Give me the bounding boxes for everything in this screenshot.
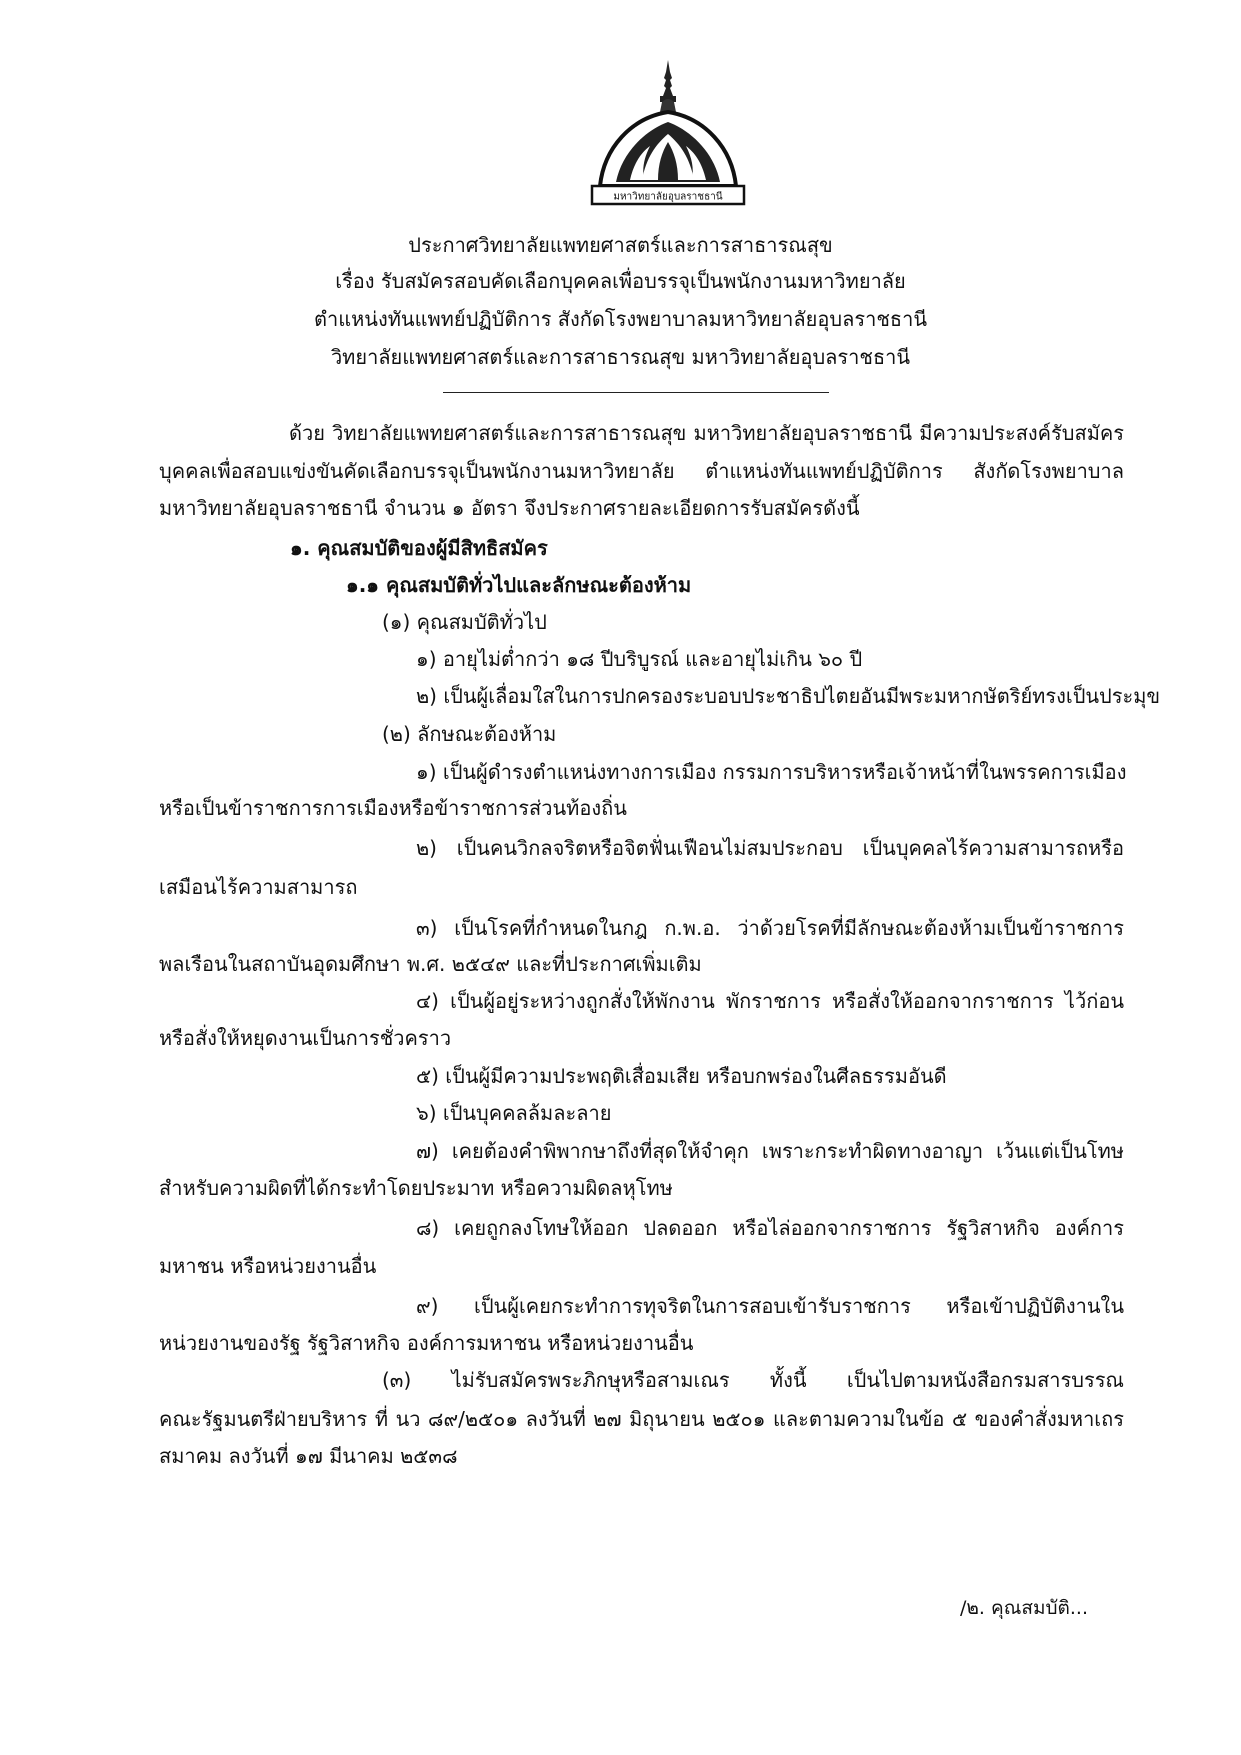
monks-clause: คณะรัฐมนตรีฝ่ายบริหาร ที่ นว ๘๙/๒๕๐๑ ลงวันที่ ๒๗ มิถุนายน ๒๕๐๑ และตามความในข้อ ๕ ของคำสั่งมหาเถร bbox=[159, 1407, 1124, 1431]
prohibited-item: ๓) เป็นโรคที่กำหนดในกฎ ก.พ.อ. ว่าด้วยโรคที่มีลักษณะต้องห้ามเป็นข้าราชการ bbox=[416, 916, 1124, 940]
prohibited-item: ๔) เป็นผู้อยู่ระหว่างถูกสั่งให้พักงาน พักราชการ หรือสั่งให้ออกจากราชการ ไว้ก่อน bbox=[416, 989, 1124, 1013]
intro-line: บุคคลเพื่อสอบแข่งขันคัดเลือกบรรจุเป็นพนักงานมหาวิทยาลัย ตำแหน่งทันแพทย์ปฏิบัติการ สังกัดโรงพยาบาล bbox=[159, 459, 1124, 483]
prohibited-item: ๑) เป็นผู้ดำรงตำแหน่งทางการเมือง กรรมการบริหารหรือเจ้าหน้าที่ในพรรคการเมือง bbox=[416, 760, 1127, 784]
continued-marker: /๒. คุณสมบัติ... bbox=[960, 1597, 1088, 1619]
announcement-subject: เรื่อง รับสมัครสอบคัดเลือกบุคคลเพื่อบรรจุเป็นพนักงานมหาวิทยาลัย bbox=[335, 269, 906, 293]
qualification-item: ๒) เป็นผู้เลื่อมใสในการปกครองระบอบประชาธิปไตยอันมีพระมหากษัตริย์ทรงเป็นประมุข bbox=[416, 684, 1161, 708]
subsection-title: ๑.๑ คุณสมบัติทั่วไปและลักษณะต้องห้าม bbox=[346, 573, 692, 597]
monks-clause: (๓) ไม่รับสมัครพระภิกษุหรือสามเณร ทั้งนี้ เป็นไปตามหนังสือกรมสารบรรณ bbox=[382, 1368, 1124, 1392]
prohibited-item-cont: สำหรับความผิดที่ได้กระทำโดยประมาท หรือความผิดลหุโทษ bbox=[159, 1176, 673, 1200]
prohibited-item: ๕) เป็นผู้มีความประพฤติเสื่อมเสีย หรือบกพร่องในศีลธรรมอันดี bbox=[416, 1064, 947, 1088]
intro-line: ด้วย วิทยาลัยแพทยศาสตร์และการสาธารณสุข มหาวิทยาลัยอุบลราชธานี มีความประสงค์รับสมัคร bbox=[289, 421, 1124, 445]
prohibited-item-cont: เสมือนไร้ความสามารถ bbox=[159, 875, 358, 899]
heading-divider bbox=[443, 392, 829, 393]
monks-clause: สมาคม ลงวันที่ ๑๗ มีนาคม ๒๕๓๘ bbox=[159, 1444, 458, 1468]
prohibited-item: ๗) เคยต้องคำพิพากษาถึงที่สุดให้จำคุก เพราะกระทำผิดทางอาญา เว้นแต่เป็นโทษ bbox=[416, 1139, 1124, 1163]
logo-caption: มหาวิทยาลัยอุบลราชธานี bbox=[613, 191, 723, 203]
prohibited-item-cont: หรือเป็นข้าราชการการเมืองหรือข้าราชการส่วนท้องถิ่น bbox=[159, 796, 627, 820]
prohibited-title: (๒) ลักษณะต้องห้าม bbox=[382, 722, 557, 746]
prohibited-item: ๘) เคยถูกลงโทษให้ออก ปลดออก หรือไล่ออกจากราชการ รัฐวิสาหกิจ องค์การ bbox=[416, 1216, 1124, 1240]
intro-line: มหาวิทยาลัยอุบลราชธานี จำนวน ๑ อัตรา จึงประกาศรายละเอียดการรับสมัครดังนี้ bbox=[159, 496, 860, 520]
announcement-title: ประกาศวิทยาลัยแพทยศาสตร์และการสาธารณสุข bbox=[408, 233, 833, 257]
prohibited-item: ๙) เป็นผู้เคยกระทำการทุจริตในการสอบเข้ารับราชการ หรือเข้าปฏิบัติงานใน bbox=[416, 1294, 1124, 1318]
prohibited-item-cont: หรือสั่งให้หยุดงานเป็นการชั่วคราว bbox=[159, 1026, 452, 1050]
prohibited-item-cont: มหาชน หรือหน่วยงานอื่น bbox=[159, 1254, 377, 1278]
qualification-item: ๑) อายุไม่ต่ำกว่า ๑๘ ปีบริบูรณ์ และอายุไม่เกิน ๖๐ ปี bbox=[416, 647, 863, 671]
prohibited-item: ๒) เป็นคนวิกลจริตหรือจิตฟั่นเฟือนไม่สมประกอบ เป็นบุคคลไร้ความสามารถหรือ bbox=[416, 836, 1124, 860]
announcement-faculty: วิทยาลัยแพทยศาสตร์และการสาธารณสุข มหาวิทยาลัยอุบลราชธานี bbox=[330, 345, 911, 369]
prohibited-item-cont: พลเรือนในสถาบันอุดมศึกษา พ.ศ. ๒๕๔๙ และที่ประกาศเพิ่มเติม bbox=[159, 952, 702, 976]
university-logo bbox=[586, 58, 750, 208]
prohibited-item: ๖) เป็นบุคคลล้มละลาย bbox=[416, 1101, 612, 1125]
announcement-position: ตำแหน่งทันแพทย์ปฏิบัติการ สังกัดโรงพยาบาลมหาวิทยาลัยอุบลราชธานี bbox=[314, 307, 927, 331]
prohibited-item-cont: หน่วยงานของรัฐ รัฐวิสาหกิจ องค์การมหาชน หรือหน่วยงานอื่น bbox=[159, 1331, 694, 1355]
section-title: ๑. คุณสมบัติของผู้มีสิทธิสมัคร bbox=[290, 536, 548, 560]
general-qualifications-title: (๑) คุณสมบัติทั่วไป bbox=[382, 610, 547, 634]
